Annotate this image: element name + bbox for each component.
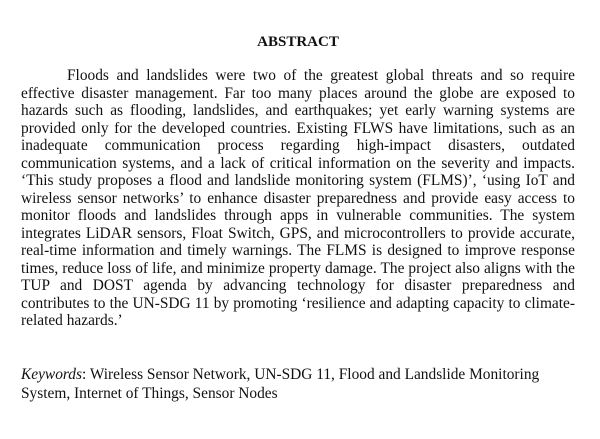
abstract-heading: ABSTRACT [257, 34, 339, 50]
keywords-separator: : [82, 366, 90, 383]
keywords-text: Wireless Sensor Network, UN-SDG 11, Flood and Landslide Monitoring System, Internet of Things, Sensor Nodes [21, 366, 540, 402]
abstract-paragraph: Floods and landslides were two of the greatest global threats and so require effective disaster management. Far too many places around the globe are exposed to hazards such as flooding, landslides, and earthquakes; yet early warning systems are provided only for the developed countries. Existing FLWS have limitations, such as an inadequate communication process regarding high-impact disasters, outdated communication systems, and a lack of critical information on the severity and impacts. ‘This study proposes a flood and landslide monitoring system (FLMS)’, ‘using IoT and wireless sensor networks’ to enhance disaster preparedness and provide easy access to monitor floods and landslides through apps in vulnerable communities. The system integrates LiDAR sensors, Float Switch, GPS, and microcontrollers to provide accurate, real-time information and timely warnings. The FLMS is designed to improve response times, reduce loss of life, and minimize property damage. The project also aligns with the TUP and DOST agenda by advancing technology for disaster preparedness and contributes to the UN-SDG 11 by promoting ‘resilience and adapting capacity to climate-related hazards.’ [21, 67, 575, 329]
keywords-line [21, 365, 575, 403]
keywords-label: Keywords [21, 366, 82, 383]
